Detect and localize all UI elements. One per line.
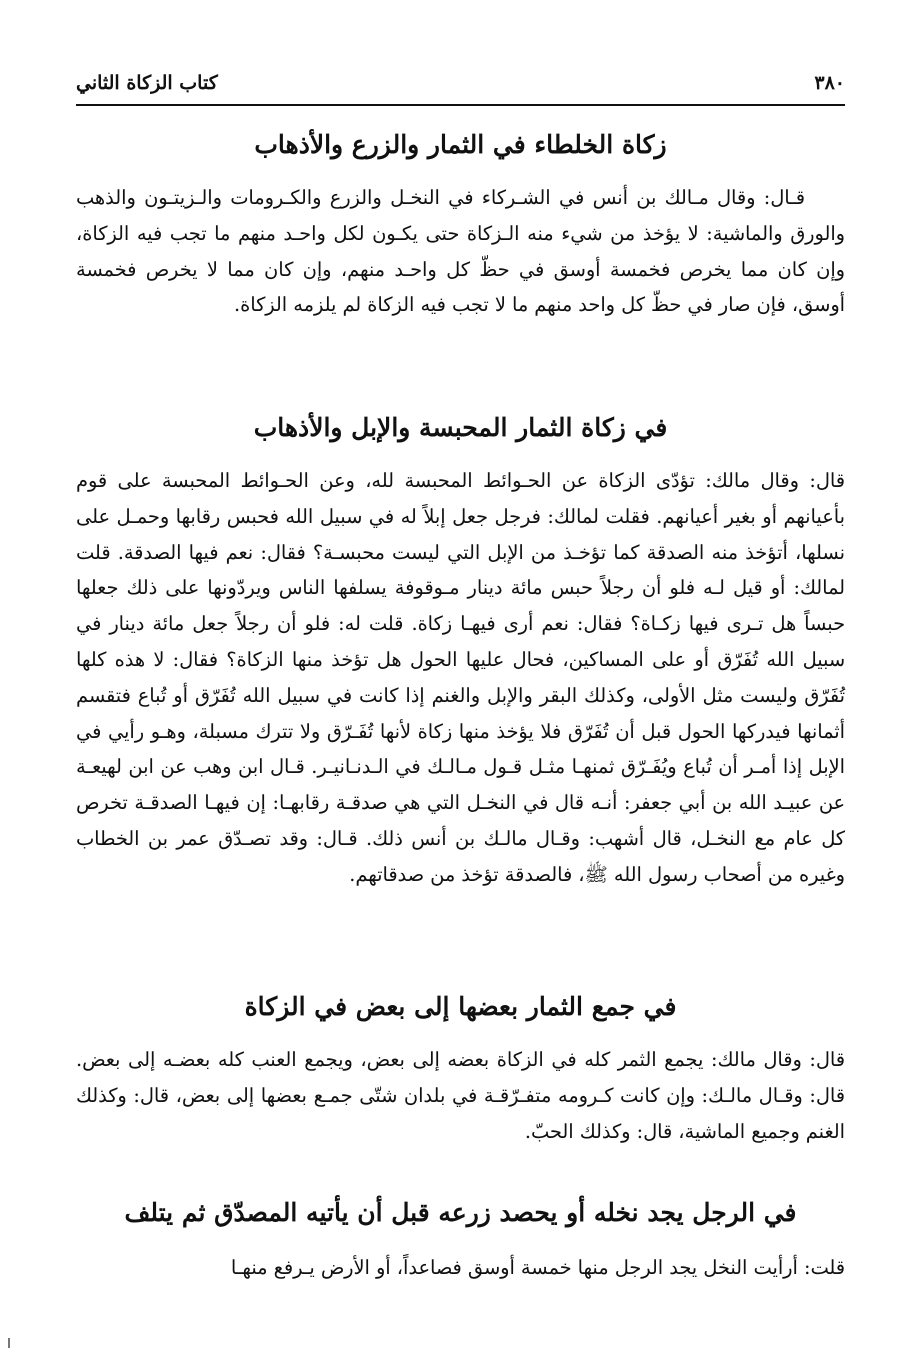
header-rule <box>76 104 845 106</box>
book-title: كتاب الزكاة الثاني <box>76 72 218 94</box>
running-header <box>76 66 845 100</box>
section-title-harvest-before-collector: في الرجل يجد نخله أو يحصد زرعه قبل أن يأتيه المصدّق ثم يتلف <box>124 1198 797 1227</box>
section-title-combining-fruits: في جمع الثمار بعضها إلى بعض في الزكاة <box>244 992 677 1021</box>
paragraph-harvest-before-collector: قلت: أرأيت النخل يجد الرجل منها خمسة أوسق فصاعداً، أو الأرض يـرفع منهـا <box>230 1256 845 1279</box>
paragraph-mixed-partners: قـال: وقال مـالك بن أنس في الشـركاء في النخـل والزرع والكـرومات والـزيتـون والذهب والورق والماشية: لا يؤخذ من شيء منه الـزكاة حتى يكـون لكل واحـد منهم ما تجب فيه الزكاة، وإن كان مما يخرص فخمسة أوسق في حظّ كل واحـد منهم، وإن كان مما لا يخرص فخمسة أوسق، فإن صار في حظّ كل واحد منهم ما لا تجب فيه الزكاة لم يلزمه الزكاة. <box>76 186 845 317</box>
paragraph-endowed-fruits: قال: وقال مالك: تؤدّى الزكاة عن الحـوائط المحبسة لله، وعن الحـوائط المحبسة على قوم بأعيانهم أو بغير أعيانهم. فقلت لمالك: فرجل جعل إبلاً له في سبيل الله فحبس رقابها وحمـل على نسلها، أتؤخذ منه الصدقة كما تؤخـذ من الإبل التي ليست محبسـة؟ فقال: نعم فيها الصدقة. قلت لمالك: أو قيل لـه فلو أن رجلاً حبس مائة دينار مـوقوفة يسلفها الناس ويردّونها على ذلك جعلها حبساً هل تـرى فيها زكـاة؟ فقال: نعم أرى فيهـا زكاة. قلت له: فلو أن رجلاً جعل مائة دينار في سبيل الله تُفَرّق أو على المساكين، فحال عليها الحول هل تؤخذ منها الزكاة؟ فقال: لا هذه كلها تُفَرّق وليست مثل الأولى، وكذلك البقر والإبل والغنم إذا كانت في سبيل الله تُفَرّق أو تُباع فتقسم أثمانها فيدركها الحول قبل أن تُفَرّق فلا يؤخذ منها زكاة لأنها تُفَـرّق ولا تترك مسبلة، وهـو رأيي في الإبل إذا أمـر أن تُباع ويُفَـرّق ثمنهـا مثـل قـول مـالـك في الـدنـانيـر. قـال ابن وهب عن ابن لهيعـة عن عبيـد الله بن أبي جعفر: أنـه قال في النخـل التي هي صدقـة رقابهـا: إن فيهـا الصدقـة تخرص كل عام مع النخـل، قال أشهب: وقـال مالـك بن أنس ذلك. قـال: وقد تصـدّق عمر بن الخطاب وغيره من أصحاب رسول الله ﷺ، فالصدقة تؤخذ من صدقاتهم. <box>76 469 845 886</box>
scan-mark <box>8 1338 10 1348</box>
page-number: ٣٨٠ <box>814 72 845 94</box>
paragraph-combining-fruits: قال: وقال مالك: يجمع الثمر كله في الزكاة بعضه إلى بعض، ويجمع العنب كله بعضـه إلى بعض. قال: وقـال مالـك: وإن كانت كـرومه متفـرّقـة في بلدان شتّى جمـع بعضها إلى بعض، قال: وكذلك الغنم وجميع الماشية، قال: وكذلك الحبّ. <box>76 1048 845 1143</box>
section-title-mixed-partners: زكاة الخلطاء في الثمار والزرع والأذهاب <box>254 130 667 159</box>
section-title-endowed-fruits: في زكاة الثمار المحبسة والإبل والأذهاب <box>253 413 668 442</box>
